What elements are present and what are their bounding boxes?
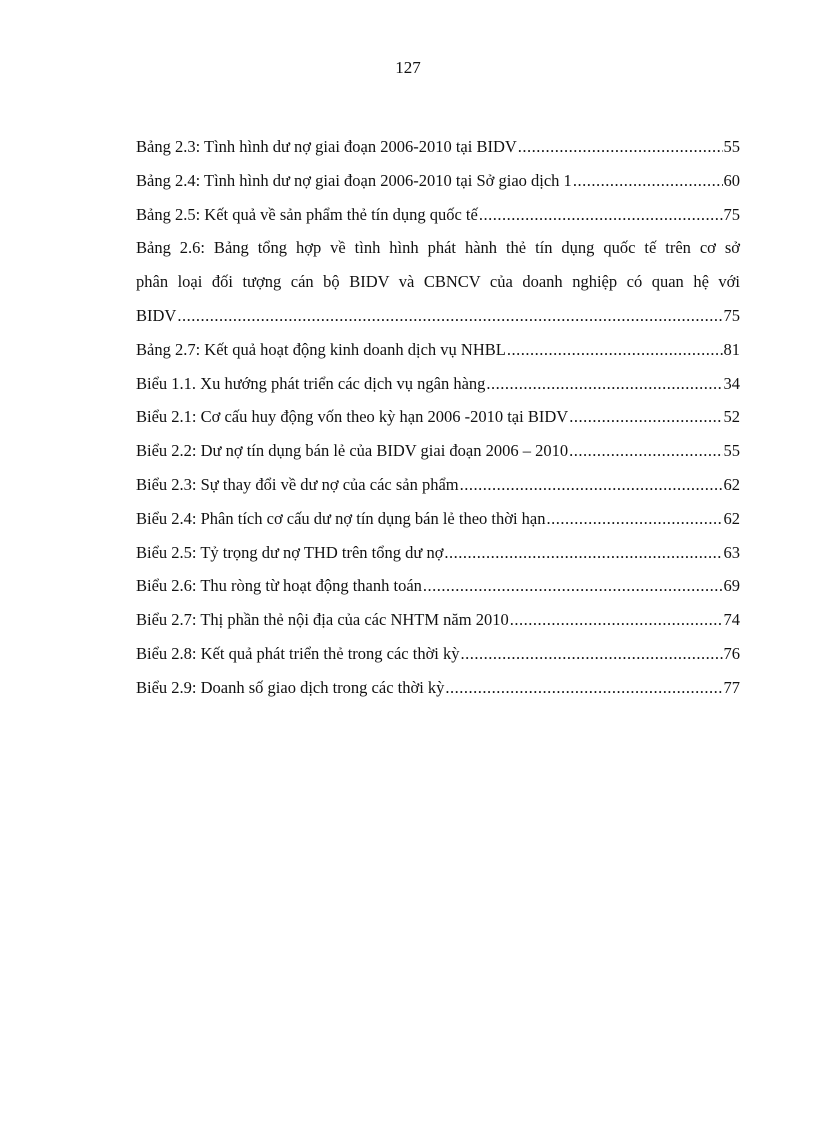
toc-entry-page: 75 bbox=[723, 204, 740, 224]
toc-entry-page: 52 bbox=[723, 407, 740, 427]
page-number: 127 bbox=[395, 58, 421, 77]
toc-entry-page: 60 bbox=[723, 170, 740, 190]
dot-leader bbox=[569, 400, 722, 434]
table-of-figures bbox=[136, 130, 740, 705]
toc-entry-bieu-2-7 bbox=[136, 603, 740, 637]
toc-entry-title: Bảng 2.7: Kết quả hoạt động kinh doanh dịch vụ NHBL bbox=[136, 339, 506, 359]
toc-entry-bieu-2-2 bbox=[136, 434, 740, 468]
dot-leader bbox=[445, 671, 722, 705]
toc-entry-title: Biểu 2.9: Doanh số giao dịch trong các thời kỳ bbox=[136, 677, 445, 697]
dot-leader bbox=[461, 637, 723, 671]
dot-leader bbox=[460, 468, 723, 502]
toc-entry-page: 76 bbox=[723, 643, 740, 663]
toc-entry-title: Biểu 1.1. Xu hướng phát triển các dịch vụ ngân hàng bbox=[136, 373, 486, 393]
toc-entry-page: 77 bbox=[723, 677, 740, 697]
dot-leader bbox=[177, 299, 722, 333]
toc-entry-page: 81 bbox=[723, 339, 740, 359]
dot-leader bbox=[573, 164, 723, 198]
toc-entry-title-line-3: BIDV bbox=[136, 305, 177, 325]
toc-entry-page: 55 bbox=[723, 137, 740, 156]
toc-entry-page: 75 bbox=[723, 305, 740, 325]
toc-entry-last-line bbox=[136, 299, 740, 333]
dot-leader bbox=[479, 198, 723, 232]
toc-entry-bieu-2-3 bbox=[136, 468, 740, 502]
toc-entry-bang-2-4 bbox=[136, 164, 740, 198]
toc-entry-title: Biểu 2.2: Dư nợ tín dụng bán lẻ của BIDV giai đoạn 2006 – 2010 bbox=[136, 441, 569, 461]
dot-leader bbox=[507, 333, 723, 367]
dot-leader bbox=[569, 434, 722, 468]
toc-entry-title-line-2: phân loại đối tượng cán bộ BIDV và CBNCV của doanh nghiệp có quan hệ với bbox=[136, 272, 740, 292]
toc-entry-page: 63 bbox=[723, 542, 740, 562]
toc-entry-page: 69 bbox=[723, 576, 740, 596]
dot-leader bbox=[510, 603, 723, 637]
toc-entry-title: Biểu 2.8: Kết quả phát triển thẻ trong các thời kỳ bbox=[136, 643, 460, 663]
toc-entry-title: Biểu 2.1: Cơ cấu huy động vốn theo kỳ hạn 2006 -2010 tại BIDV bbox=[136, 407, 569, 427]
toc-entry-title: Bảng 2.4: Tình hình dư nợ giai đoạn 2006-2010 tại Sở giao dịch 1 bbox=[136, 170, 572, 190]
toc-entry-page: 62 bbox=[723, 508, 740, 528]
toc-entry-bieu-2-6 bbox=[136, 569, 740, 603]
dot-leader bbox=[444, 536, 722, 570]
dot-leader bbox=[486, 367, 722, 401]
toc-entry-page: 62 bbox=[723, 474, 740, 494]
toc-entry-title: Biểu 2.6: Thu ròng từ hoạt động thanh toán bbox=[136, 576, 422, 596]
toc-entry-bieu-1-1 bbox=[136, 367, 740, 401]
dot-leader bbox=[423, 569, 723, 603]
toc-entry-title: Biểu 2.7: Thị phần thẻ nội địa của các NHTM năm 2010 bbox=[136, 610, 509, 630]
toc-entry-title: Biểu 2.4: Phân tích cơ cấu dư nợ tín dụng bán lẻ theo thời hạn bbox=[136, 508, 546, 528]
toc-entry-bieu-2-1 bbox=[136, 400, 740, 434]
toc-entry-bang-2-6 bbox=[136, 231, 740, 332]
toc-entry-title: Biểu 2.3: Sự thay đổi về dư nợ của các sản phẩm bbox=[136, 474, 459, 494]
toc-entry-bieu-2-5 bbox=[136, 536, 740, 570]
toc-entry-page: 55 bbox=[723, 441, 740, 461]
toc-entry-title: Bảng 2.3: Tình hình dư nợ giai đoạn 2006-2010 tại BIDV bbox=[136, 137, 517, 156]
toc-entry-bieu-2-4 bbox=[136, 502, 740, 536]
toc-entry-bieu-2-9 bbox=[136, 671, 740, 705]
toc-entry-page: 74 bbox=[723, 610, 740, 630]
toc-entry-bang-2-3 bbox=[136, 130, 740, 164]
toc-entry-bang-2-5 bbox=[136, 198, 740, 232]
dot-leader bbox=[518, 130, 723, 164]
toc-entry-title: Bảng 2.5: Kết quả về sản phẩm thẻ tín dụng quốc tế bbox=[136, 204, 478, 224]
dot-leader bbox=[547, 502, 723, 536]
toc-entry-title-line-1: Bảng 2.6: Bảng tổng hợp về tình hình phát hành thẻ tín dụng quốc tế trên cơ sở bbox=[136, 238, 740, 258]
toc-entry-title: Biểu 2.5: Tỷ trọng dư nợ THD trên tổng dư nợ bbox=[136, 542, 444, 562]
toc-entry-bang-2-7 bbox=[136, 333, 740, 367]
toc-entry-page: 34 bbox=[723, 373, 740, 393]
toc-entry-bieu-2-8 bbox=[136, 637, 740, 671]
